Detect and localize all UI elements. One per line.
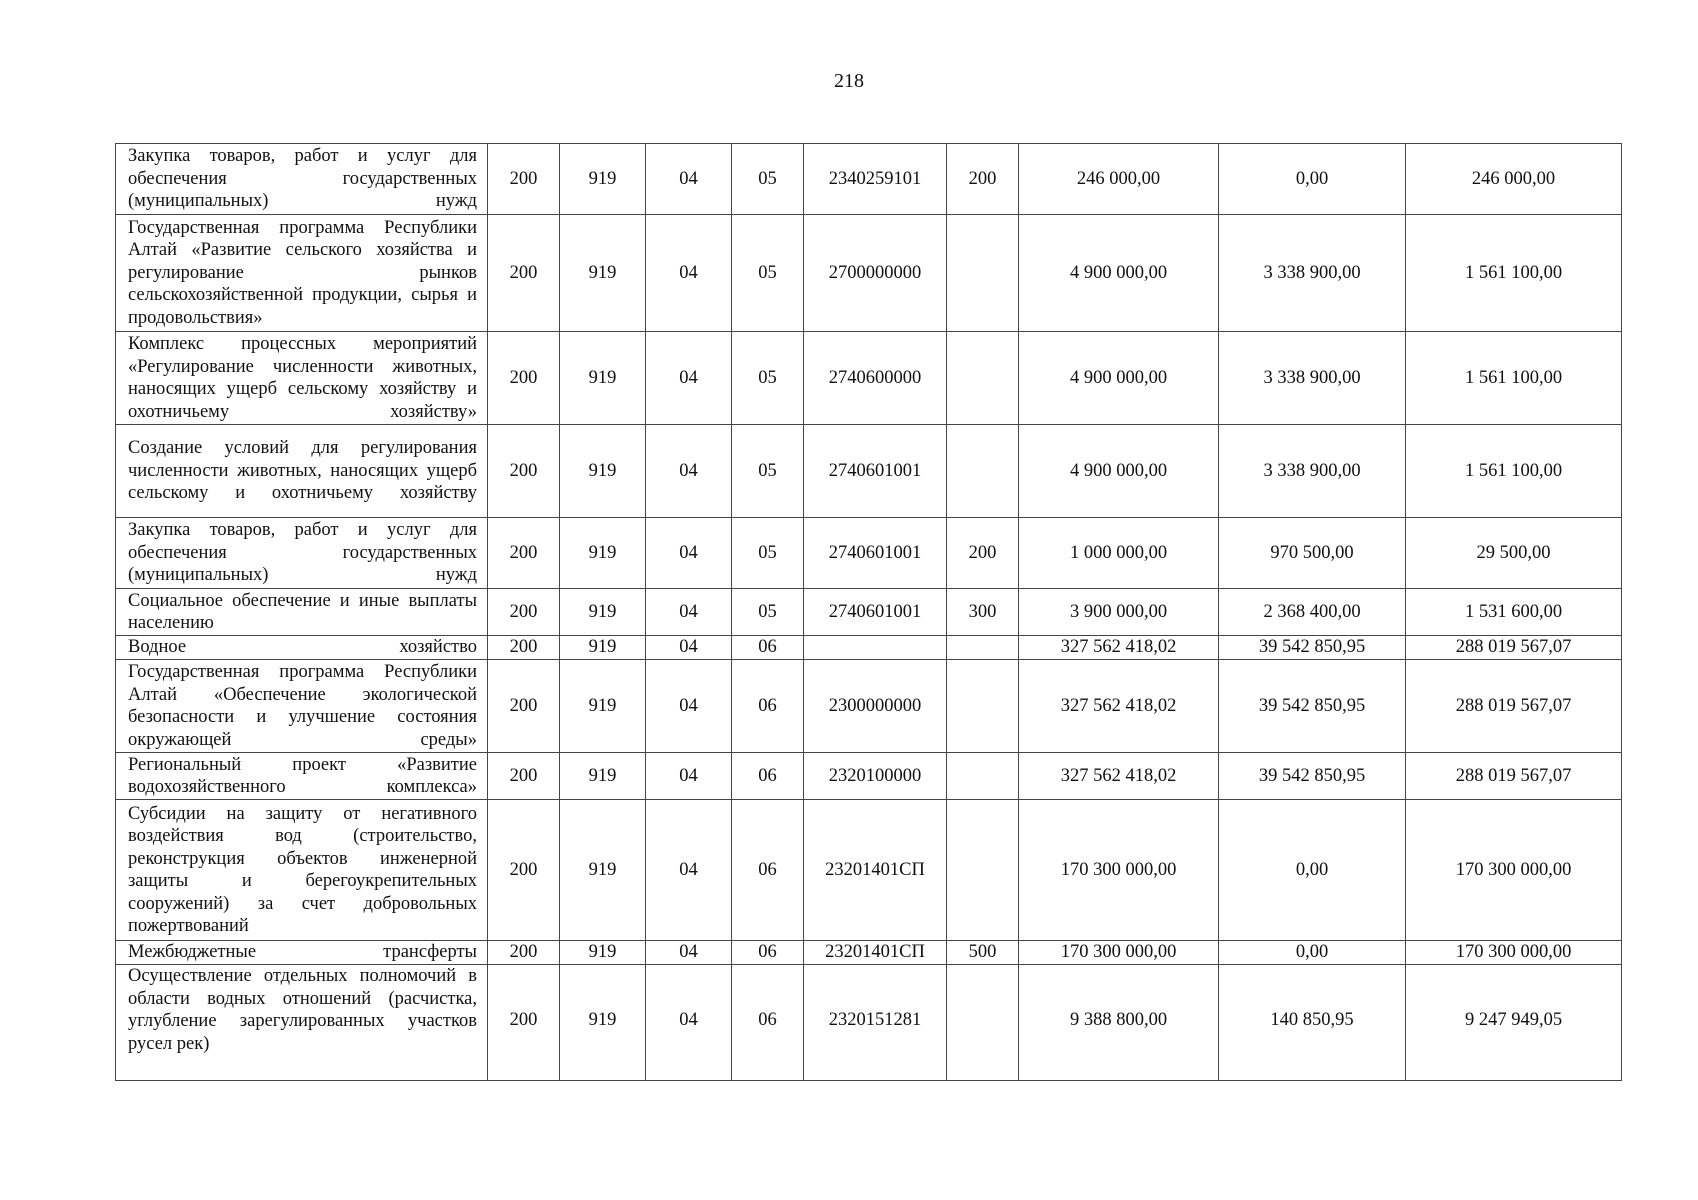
row-section: 04	[646, 753, 732, 800]
row-amount-remaining: 288 019 567,07	[1406, 660, 1622, 753]
row-amount-remaining: 170 300 000,00	[1406, 941, 1622, 965]
row-code: 200	[488, 425, 560, 518]
table-row	[116, 660, 1622, 753]
row-amount-executed: 39 542 850,95	[1219, 753, 1406, 800]
row-name: Региональный проект «Развитие водохозяйственного комплекса»	[116, 753, 488, 800]
row-expense-type	[947, 965, 1019, 1081]
row-amount-planned: 327 562 418,02	[1019, 660, 1219, 753]
row-amount-planned: 327 562 418,02	[1019, 636, 1219, 660]
row-amount-planned: 170 300 000,00	[1019, 800, 1219, 941]
table-row	[116, 332, 1622, 425]
row-amount-planned: 170 300 000,00	[1019, 941, 1219, 965]
row-subsection: 05	[732, 589, 804, 636]
row-name: Закупка товаров, работ и услуг для обеспечения государственных (муниципальных) нужд	[116, 144, 488, 215]
row-ministry: 919	[560, 753, 646, 800]
row-amount-executed: 3 338 900,00	[1219, 425, 1406, 518]
row-section: 04	[646, 589, 732, 636]
row-section: 04	[646, 941, 732, 965]
table-row	[116, 753, 1622, 800]
row-amount-remaining: 29 500,00	[1406, 518, 1622, 589]
row-amount-executed: 140 850,95	[1219, 965, 1406, 1081]
row-section: 04	[646, 144, 732, 215]
row-section: 04	[646, 518, 732, 589]
row-amount-planned: 4 900 000,00	[1019, 425, 1219, 518]
row-name: Комплекс процессных мероприятий «Регулирование численности животных, наносящих ущерб сельскому хозяйству и охотничьему хозяйству»	[116, 332, 488, 425]
row-amount-remaining: 9 247 949,05	[1406, 965, 1622, 1081]
row-subsection: 06	[732, 800, 804, 941]
row-subsection: 06	[732, 941, 804, 965]
row-amount-executed: 3 338 900,00	[1219, 215, 1406, 332]
row-expense-type	[947, 660, 1019, 753]
row-subsection: 05	[732, 332, 804, 425]
row-amount-executed: 0,00	[1219, 800, 1406, 941]
row-amount-remaining: 288 019 567,07	[1406, 753, 1622, 800]
row-name: Субсидии на защиту от негативного воздействия вод (строительство, реконструкция объектов инженерной защиты и берегоукрепительных сооружений) за счет добровольных пожертвований	[116, 800, 488, 941]
table-row	[116, 215, 1622, 332]
row-section: 04	[646, 332, 732, 425]
row-code: 200	[488, 518, 560, 589]
row-amount-planned: 4 900 000,00	[1019, 332, 1219, 425]
row-amount-executed: 0,00	[1219, 941, 1406, 965]
row-section: 04	[646, 800, 732, 941]
row-code: 200	[488, 941, 560, 965]
row-ministry: 919	[560, 800, 646, 941]
row-target-article: 2740601001	[804, 589, 947, 636]
row-amount-executed: 0,00	[1219, 144, 1406, 215]
row-code: 200	[488, 215, 560, 332]
row-ministry: 919	[560, 332, 646, 425]
row-name: Социальное обеспечение и иные выплаты населению	[116, 589, 488, 636]
row-section: 04	[646, 636, 732, 660]
row-amount-planned: 3 900 000,00	[1019, 589, 1219, 636]
row-ministry: 919	[560, 589, 646, 636]
row-expense-type: 300	[947, 589, 1019, 636]
row-code: 200	[488, 753, 560, 800]
row-subsection: 05	[732, 425, 804, 518]
row-name: Осуществление отдельных полномочий в области водных отношений (расчистка, углубление зарегулированных участков русел рек)	[116, 965, 488, 1081]
row-target-article: 2300000000	[804, 660, 947, 753]
row-subsection: 06	[732, 965, 804, 1081]
row-section: 04	[646, 215, 732, 332]
row-amount-executed: 2 368 400,00	[1219, 589, 1406, 636]
row-code: 200	[488, 800, 560, 941]
row-target-article: 2320151281	[804, 965, 947, 1081]
row-subsection: 05	[732, 518, 804, 589]
row-subsection: 05	[732, 215, 804, 332]
row-ministry: 919	[560, 518, 646, 589]
row-amount-executed: 39 542 850,95	[1219, 636, 1406, 660]
row-code: 200	[488, 660, 560, 753]
row-expense-type	[947, 800, 1019, 941]
row-code: 200	[488, 636, 560, 660]
row-amount-planned: 327 562 418,02	[1019, 753, 1219, 800]
row-code: 200	[488, 589, 560, 636]
page-number: 218	[834, 70, 864, 92]
row-amount-planned: 246 000,00	[1019, 144, 1219, 215]
row-amount-executed: 39 542 850,95	[1219, 660, 1406, 753]
row-target-article: 2740600000	[804, 332, 947, 425]
row-name: Закупка товаров, работ и услуг для обеспечения государственных (муниципальных) нужд	[116, 518, 488, 589]
row-section: 04	[646, 660, 732, 753]
row-name: Водное хозяйство	[116, 636, 488, 660]
row-expense-type	[947, 425, 1019, 518]
row-ministry: 919	[560, 660, 646, 753]
row-amount-executed: 3 338 900,00	[1219, 332, 1406, 425]
row-code: 200	[488, 332, 560, 425]
row-subsection: 06	[732, 753, 804, 800]
row-target-article: 2700000000	[804, 215, 947, 332]
row-amount-remaining: 1 531 600,00	[1406, 589, 1622, 636]
table-row	[116, 589, 1622, 636]
row-target-article: 2320100000	[804, 753, 947, 800]
row-target-article: 2740601001	[804, 518, 947, 589]
row-ministry: 919	[560, 636, 646, 660]
row-section: 04	[646, 965, 732, 1081]
row-expense-type: 200	[947, 144, 1019, 215]
row-ministry: 919	[560, 965, 646, 1081]
row-expense-type	[947, 753, 1019, 800]
table-row	[116, 425, 1622, 518]
row-name: Межбюджетные трансферты	[116, 941, 488, 965]
row-amount-planned: 9 388 800,00	[1019, 965, 1219, 1081]
row-ministry: 919	[560, 425, 646, 518]
budget-table	[115, 143, 1622, 1081]
row-ministry: 919	[560, 144, 646, 215]
row-amount-remaining: 1 561 100,00	[1406, 425, 1622, 518]
row-target-article: 23201401СП	[804, 800, 947, 941]
row-ministry: 919	[560, 215, 646, 332]
row-expense-type: 200	[947, 518, 1019, 589]
row-amount-remaining: 246 000,00	[1406, 144, 1622, 215]
row-expense-type	[947, 636, 1019, 660]
row-amount-planned: 4 900 000,00	[1019, 215, 1219, 332]
table-row	[116, 941, 1622, 965]
row-name: Государственная программа Республики Алтай «Развитие сельского хозяйства и регулирование рынков сельскохозяйственной продукции, сырья и продовольствия»	[116, 215, 488, 332]
row-ministry: 919	[560, 941, 646, 965]
row-subsection: 06	[732, 636, 804, 660]
row-amount-planned: 1 000 000,00	[1019, 518, 1219, 589]
row-subsection: 05	[732, 144, 804, 215]
row-expense-type	[947, 215, 1019, 332]
row-name: Создание условий для регулирования численности животных, наносящих ущерб сельскому и охотничьему хозяйству	[116, 425, 488, 518]
row-code: 200	[488, 144, 560, 215]
row-code: 200	[488, 965, 560, 1081]
row-section: 04	[646, 425, 732, 518]
row-amount-executed: 970 500,00	[1219, 518, 1406, 589]
table-row	[116, 800, 1622, 941]
row-subsection: 06	[732, 660, 804, 753]
row-target-article: 2340259101	[804, 144, 947, 215]
row-target-article: 2740601001	[804, 425, 947, 518]
row-amount-remaining: 170 300 000,00	[1406, 800, 1622, 941]
row-amount-remaining: 1 561 100,00	[1406, 215, 1622, 332]
row-amount-remaining: 288 019 567,07	[1406, 636, 1622, 660]
row-name: Государственная программа Республики Алтай «Обеспечение экологической безопасности и улучшение состояния окружающей среды»	[116, 660, 488, 753]
row-target-article: 23201401СП	[804, 941, 947, 965]
row-target-article	[804, 636, 947, 660]
table-row	[116, 965, 1622, 1081]
row-amount-remaining: 1 561 100,00	[1406, 332, 1622, 425]
table-row	[116, 636, 1622, 660]
table-row	[116, 144, 1622, 215]
table-row	[116, 518, 1622, 589]
row-expense-type: 500	[947, 941, 1019, 965]
row-expense-type	[947, 332, 1019, 425]
